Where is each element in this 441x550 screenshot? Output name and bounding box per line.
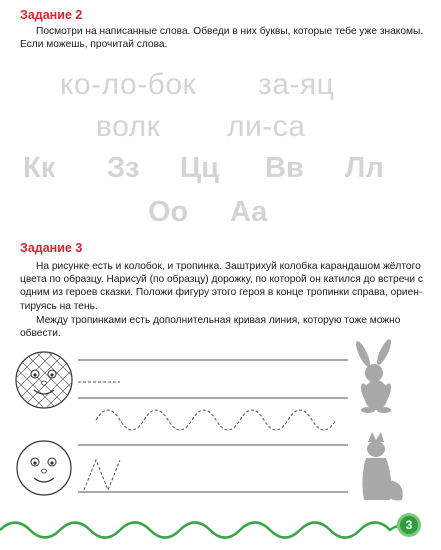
- page-number: 3: [405, 518, 413, 532]
- letter-ll[interactable]: Лл: [345, 152, 384, 184]
- task3-p1-line2: цвета по образцу. Нарисуй (по образцу) дорожку, по которой он катился до встречи с: [20, 274, 423, 286]
- wave-border: [0, 523, 410, 538]
- letter-zz[interactable]: Зз: [107, 152, 140, 184]
- word-zayats[interactable]: за-яц: [258, 68, 335, 101]
- kolobok-sample: [0, 332, 98, 438]
- task2-instruction-line1: Посмотри на написанные слова. Обведи в них буквы, которые тебе уже знакомы.: [36, 26, 424, 37]
- page-number-badge: [397, 513, 421, 537]
- task3-p2-line1: Между тропинками есть дополнительная кривая линия, которую тоже можно: [36, 315, 401, 326]
- kolobok-outline[interactable]: [17, 441, 71, 495]
- task3-p1-line3: одним из героев сказки. Положи фигуру этого героя в конце тропинки справа, ориен-: [20, 287, 423, 299]
- hare-silhouette[interactable]: [353, 338, 393, 413]
- task3-heading: Задание 3: [20, 241, 83, 255]
- letter-vv[interactable]: Вв: [265, 152, 304, 184]
- letter-kk[interactable]: Кк: [23, 152, 56, 184]
- word-kolobok[interactable]: ко-ло-бок: [60, 68, 197, 101]
- letter-aa[interactable]: Аа: [230, 196, 268, 228]
- task3-p2-line2: обвести.: [20, 328, 61, 340]
- task3-p1-line1: На рисунке есть и колобок, и тропинка. Заштрихуй колобка карандашом жёлтого: [36, 261, 421, 272]
- task2-heading: Задание 2: [20, 8, 83, 22]
- letter-oo[interactable]: Оо: [148, 196, 189, 228]
- wavy-trace-line[interactable]: [96, 410, 336, 430]
- word-volk[interactable]: волк: [96, 110, 161, 143]
- letter-tsts[interactable]: Цц: [180, 152, 220, 184]
- word-lisa[interactable]: ли-са: [227, 110, 306, 143]
- task3-p1-line4: тируясь на тень.: [20, 300, 98, 312]
- zigzag-trace-line[interactable]: [84, 460, 120, 490]
- fox-silhouette[interactable]: [362, 432, 402, 501]
- sample-path: [78, 360, 348, 398]
- task2-instruction-line2: Если можешь, прочитай слова.: [20, 39, 168, 51]
